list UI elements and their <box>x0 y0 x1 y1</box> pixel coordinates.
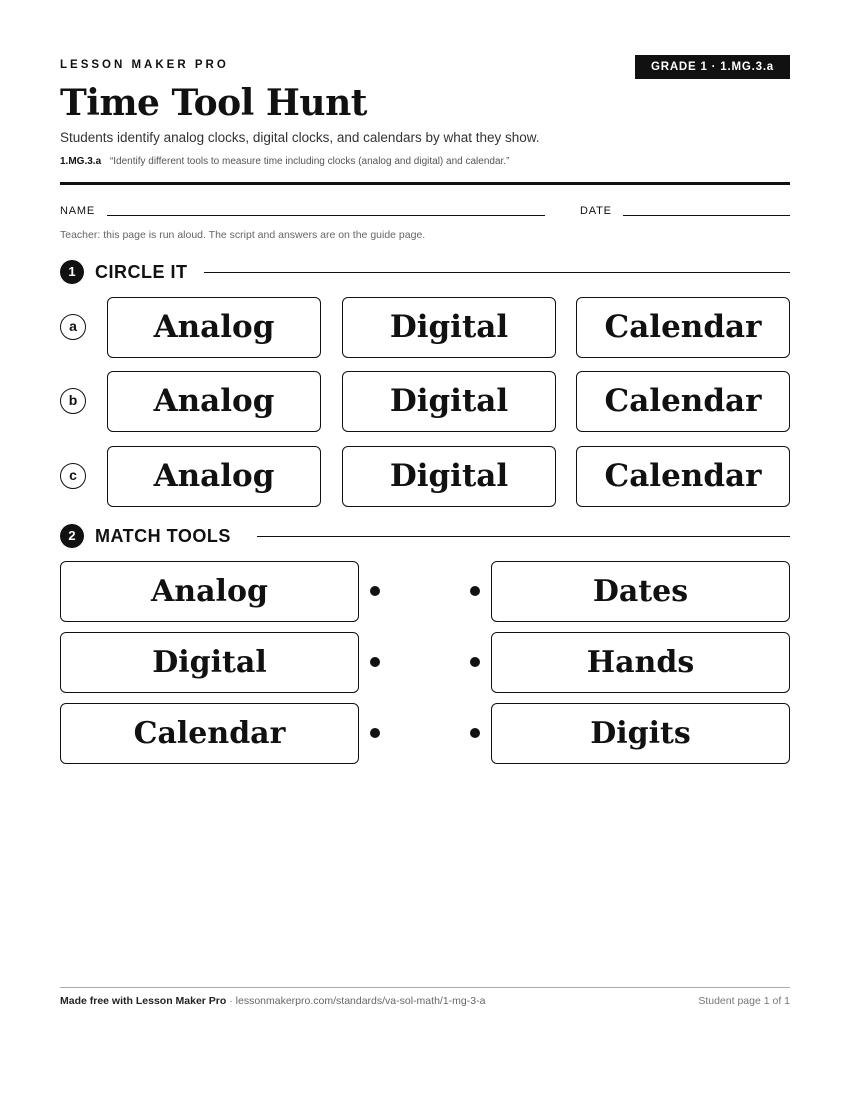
standard-text: “Identify different tools to measure time including clocks (analog and digital) and calendar.” <box>109 156 510 167</box>
choice-b-calendar[interactable]: Calendar <box>576 371 790 432</box>
section-divider <box>257 536 790 537</box>
match-right-digits: Digits <box>491 703 790 764</box>
section-title: MATCH TOOLS <box>95 526 231 546</box>
page-title: Time Tool Hunt <box>60 82 367 124</box>
choice-b-analog[interactable]: Analog <box>107 371 321 432</box>
match-right-dot-2[interactable] <box>470 657 480 667</box>
footer-credit <box>60 995 485 1007</box>
footer-url[interactable]: lessonmakerpro.com/standards/va-sol-math/1-mg-3-a <box>235 995 486 1007</box>
name-label: NAME <box>60 205 95 217</box>
match-right-dot-3[interactable] <box>470 728 480 738</box>
worksheet-page <box>60 0 790 1100</box>
grade-badge: GRADE 1 · 1.MG.3.a <box>635 55 790 79</box>
date-label: DATE <box>580 205 612 217</box>
standard-code: 1.MG.3.a <box>60 156 102 167</box>
standard-reference <box>60 156 509 167</box>
footer-separator: · <box>226 995 236 1007</box>
choice-a-analog[interactable]: Analog <box>107 297 321 358</box>
footer-divider <box>60 987 790 988</box>
match-left-dot-1[interactable] <box>370 586 380 596</box>
match-left-dot-2[interactable] <box>370 657 380 667</box>
match-left-analog: Analog <box>60 561 359 622</box>
section-circle-it <box>60 260 790 284</box>
match-right-dot-1[interactable] <box>470 586 480 596</box>
brand-name: LESSON MAKER PRO <box>60 59 229 71</box>
header-divider <box>60 182 790 185</box>
choice-a-digital[interactable]: Digital <box>342 297 556 358</box>
match-left-dot-3[interactable] <box>370 728 380 738</box>
section-match-tools <box>60 524 790 548</box>
choice-b-digital[interactable]: Digital <box>342 371 556 432</box>
section-number: 1 <box>60 260 84 284</box>
footer-made-with: Made free with Lesson Maker Pro <box>60 995 227 1007</box>
match-left-calendar: Calendar <box>60 703 359 764</box>
teacher-note: Teacher: this page is run aloud. The script and answers are on the guide page. <box>60 229 426 241</box>
footer-page-info: Student page 1 of 1 <box>698 995 790 1007</box>
row-label-c: c <box>60 463 86 489</box>
choice-c-calendar[interactable]: Calendar <box>576 446 790 507</box>
section-title: CIRCLE IT <box>95 262 188 282</box>
section-divider <box>204 272 790 273</box>
choice-c-digital[interactable]: Digital <box>342 446 556 507</box>
name-field[interactable] <box>107 215 545 216</box>
choice-a-calendar[interactable]: Calendar <box>576 297 790 358</box>
date-field[interactable] <box>623 215 790 216</box>
section-number: 2 <box>60 524 84 548</box>
match-left-digital: Digital <box>60 632 359 693</box>
match-right-dates: Dates <box>491 561 790 622</box>
match-right-hands: Hands <box>491 632 790 693</box>
row-label-b: b <box>60 388 86 414</box>
page-subtitle: Students identify analog clocks, digital clocks, and calendars by what they show. <box>60 130 540 145</box>
row-label-a: a <box>60 314 86 340</box>
choice-c-analog[interactable]: Analog <box>107 446 321 507</box>
